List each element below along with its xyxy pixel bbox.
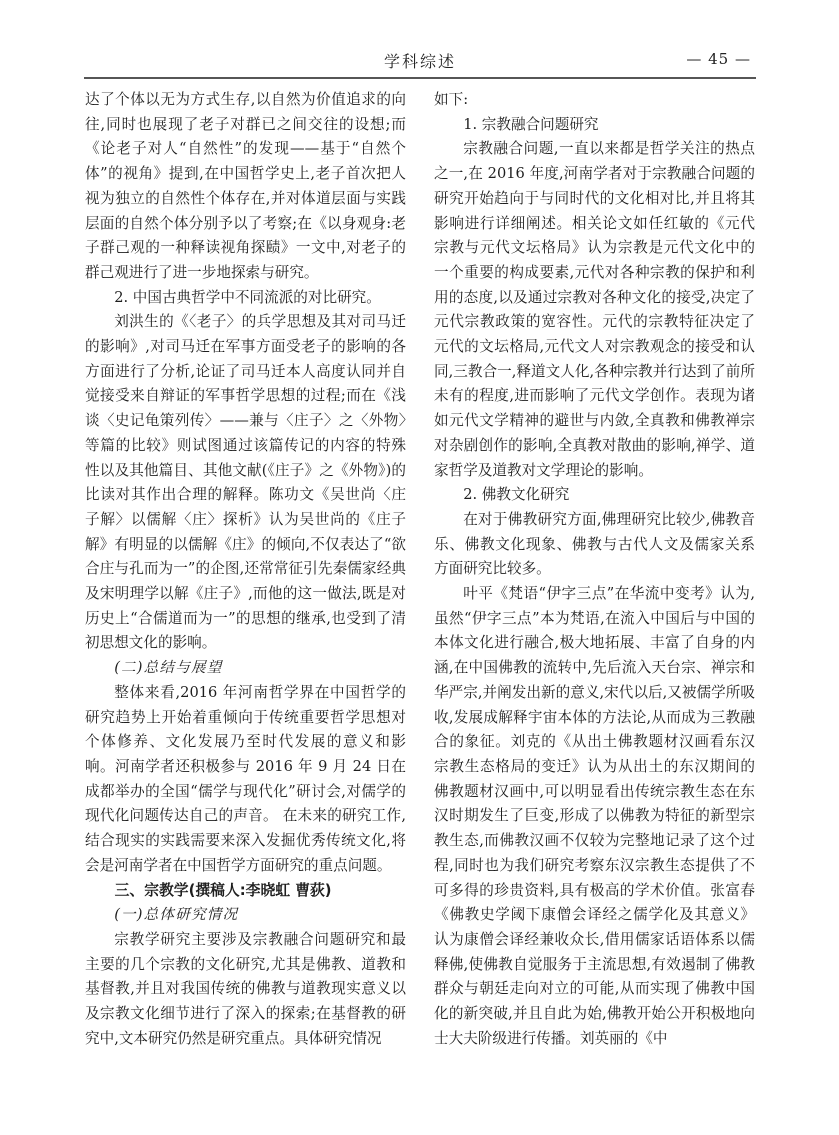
running-head: 学科综述	[383, 52, 456, 71]
paragraph: 如下:	[434, 91, 469, 108]
paragraph: 刘洪生的《〈老子〉的兵学思想及其对司马迁的影响》,对司马迁在军事方面受老子的影响的各方面进行了分析,论证了司马迁本人高度认同并自觉接受来自辩证的军事哲学思想的过程;而在《浅谈〈史记龟策列传〉——兼与〈庄子〉之〈外物〉等篇的比较》则试图通过该篇传记的内容的特殊性以及其他篇目、其他文献(《庄子》之《外物》)的比读对其作出合理的解释。陈功文《吴世尚〈庄子解〉以儒解〈庄〉探析》认为吴世尚的《庄子解》有明显的以儒解《庄》的倾向,不仅表达了“欲合庄与孔而为一”的企图,还常常征引先秦儒家经典及宋明理学以解《庄子》,而他的这一做法,既是对历史上“合儒道而为一”的思想的继承,也受到了清初思想文化的影响。	[85, 313, 406, 652]
paragraph: 三、宗教学(撰稿人:李晓虹 曹荻)	[114, 881, 332, 899]
paragraph: 1. 宗教融合问题研究	[463, 115, 599, 133]
paragraph: 宗教融合问题,一直以来都是哲学关注的热点之一,在 2016 年度,河南学者对于宗教融合问题的研究开始趋向于与同时代的文化相对比,并且将其影响进行详细阐述。相关论文如任红敏的《元代宗教与元代文坛格局》认为宗教是元代文化中的一个重要的构成要素,元代对各种宗教的保护和利用的态度,以及通过宗教对各种文化的接受,决定了元代宗教政策的宽容性。元代的宗教特征决定了元代的文坛格局,元代文人对宗教观念的接受和认同,三教合一,释道文人化,各种宗教并行达到了前所未有的程度,进而影响了元代文学创作。表现为诸如元代文学精神的避世与内敛,全真教和佛教禅宗对杂剧创作的影响,全真教对散曲的影响,禅学、道家哲学及道教对文学理论的影响。	[434, 140, 755, 479]
header-rule	[84, 77, 756, 79]
paragraph: 达了个体以无为方式生存,以自然为价值追求的向往,同时也展现了老子对群已之间交往的设想;而《论老子对人“自然性”的发现——基于“自然个体”的视角》提到,在中国哲学史上,老子首次把人视为独立的自然性个体存在,并对体道层面与实践层面的自然个体分别予以了考察;在《以身观身:老子群己观的一种释读视角探赜》一文中,对老子的群己观进行了进一步地探索与研究。	[85, 91, 406, 281]
left-column	[85, 88, 406, 1051]
paragraph: 在对于佛教研究方面,佛理研究比较少,佛教音乐、佛教文化现象、佛教与古代人文及儒家关系方面研究比较多。	[434, 510, 755, 578]
page-number: — 45 —	[686, 50, 751, 68]
paragraph: 整体来看,2016 年河南哲学界在中国哲学的研究趋势上开始着重倾向于传统重要哲学思想对个体修养、文化发展乃至时代发展的意义和影响。河南学者还积极参与 2016 年 9 月 24 日在成都举办的全国“儒学与现代化”研讨会,对儒学的现代化问题传达自己的声音。 在未来的研究工作,结合现实的实践需要来深入发掘优秀传统文化,将会是河南学者在中国哲学方面研究的重点问题。	[85, 683, 406, 874]
page-header	[85, 49, 755, 73]
paragraph: 2. 佛教文化研究	[463, 486, 570, 504]
article-body	[85, 88, 755, 1051]
paragraph: 宗教学研究主要涉及宗教融合问题研究和最主要的几个宗教的文化研究,尤其是佛教、道教和基督教,并且对我国传统的佛教与道教现实意义以及宗教文化细节进行了深入的探索;在基督教的研究中,文本研究仍然是研究重点。具体研究情况	[85, 930, 406, 1047]
paragraph: (二)总结与展望	[114, 659, 223, 677]
paragraph: 2. 中国古典哲学中不同流派的对比研究。	[114, 288, 381, 306]
paragraph: (一)总体研究情况	[114, 906, 239, 924]
right-column	[434, 88, 755, 1051]
paragraph: 叶平《梵语“伊字三点”在华流中变考》认为,虽然“伊字三点”本为梵语,在流入中国后与中国的本体文化进行融合,极大地拓展、丰富了自身的内涵,在中国佛教的流转中,先后流入天台宗、禅宗和华严宗,并阐发出新的意义,宋代以后,又被儒学所吸收,发展成解释宇宙本体的方法论,从而成为三教融合的象征。刘克的《从出土佛教题材汉画看东汉宗教生态格局的变迁》认为从出土的东汉期间的佛教题材汉画中,可以明显看出传统宗教生态在东汉时期发生了巨变,形成了以佛教为特征的新型宗教生态,而佛教汉画不仅较为完整地记录了这个过程,同时也为我们研究考察东汉宗教生态提供了不可多得的珍贵资料,具有极高的学术价值。张富春《佛教史学阈下康僧会译经之儒学化及其意义》认为康僧会译经兼收众长,借用儒家话语体系以儒释佛,使佛教自觉服务于主流思想,有效遏制了佛教群众与朝廷走向对立的可能,从而实现了佛教中国化的新突破,并且自此为始,佛教开始公开积极地向士大夫阶级进行传播。刘英丽的《中	[434, 585, 755, 1047]
